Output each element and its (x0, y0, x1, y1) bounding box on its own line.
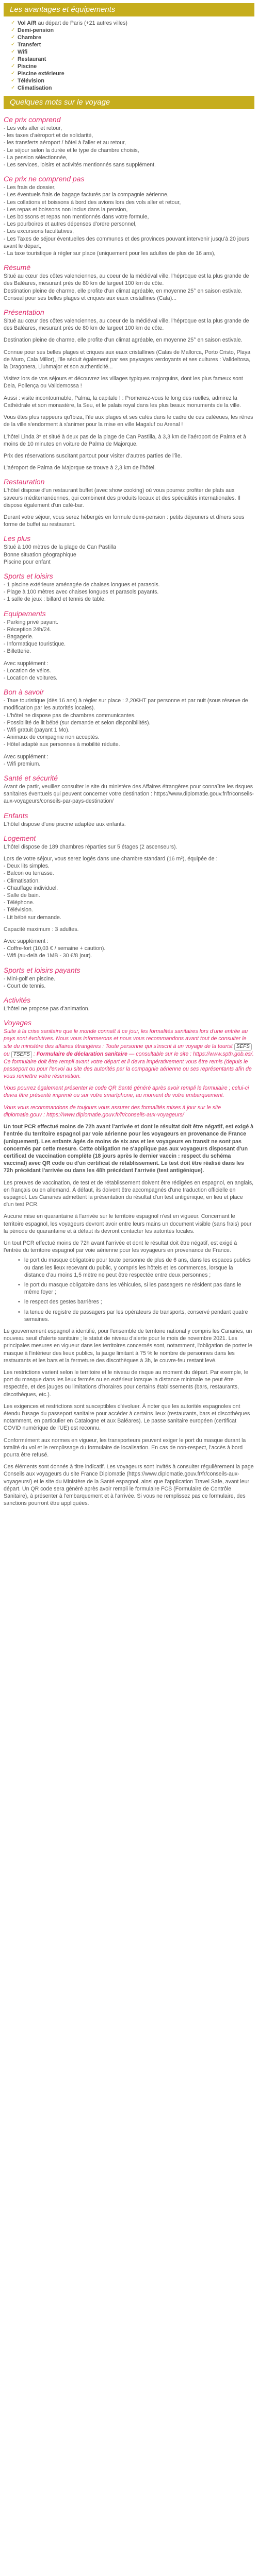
paragraph: Avant de partir, veuillez consulter le site du ministère des Affaires étrangères pour connaître les risques sanitaires éventuels qui peuvent concerner votre destination : https://www.diplomatie.gouv.fr/fr/conseils-aux-voyageurs/conseils-par-pays-destination/ (4, 784, 254, 805)
equipment-list (4, 619, 254, 655)
list-item: - Les pourboires et autres dépenses d'ordre personnel, (4, 221, 137, 228)
paragraph: Visitez lors de vos séjours et découvrez les villages typiques majorquins, dont les plus fameux sont Deia, Pollença ou Valldemossa ! (4, 376, 243, 389)
list-item: - les taxes d'aéroport et de solidarité, (4, 132, 93, 139)
price-includes-list (4, 125, 254, 168)
section-good-to-know (4, 687, 254, 768)
travel-notice-diplomatie: Vous vous recommandons de toujours vous assurer des formalités mises à jour sur le site diplomatie.gouv : https://www.diplomatie.gouv.fr/fr/conseils-aux-voyageurs/ (4, 1104, 221, 1118)
section-travel (4, 1018, 254, 1507)
advantage-item: ✓ Piscine (11, 63, 37, 70)
advantage-item: ✓ Wifi (11, 49, 28, 55)
paragraph: Prix des réservations suscitant partout pour visiter d'autres parties de l'île. (4, 452, 182, 459)
check-icon: ✓ (11, 35, 15, 40)
check-icon: ✓ (11, 85, 15, 91)
room-equipment-list (4, 862, 254, 921)
check-icon: ✓ (11, 49, 15, 55)
paragraph: L'hôtel ne propose pas d'animation. (4, 1006, 90, 1012)
section-children (4, 811, 254, 828)
list-item: - Mini-golf en piscine. (4, 975, 56, 982)
section-banner-advantages: Les avantages et équipements (4, 3, 254, 16)
list-item: • le port du masque obligatoire dans les véhicules, si les passagers ne résident pas dans le même foyer ; (4, 1281, 254, 1296)
list-item: - Billetterie. (4, 648, 31, 655)
section-sports-paid (4, 965, 254, 990)
accommodation-text (4, 843, 254, 862)
check-icon: ✓ (11, 71, 15, 76)
health-text (4, 783, 254, 805)
list-item: - Les boissons et repas non mentionnés dans votre formule, (4, 214, 149, 221)
list-item: - Hôtel adapté aux personnes à mobilité réduite. (4, 741, 120, 748)
section-title: Les plus (4, 534, 31, 543)
section-title: Bon à savoir (4, 688, 44, 697)
list-item: - 1 salle de jeux : billard et tennis de table. (4, 596, 106, 603)
paragraph: Situé au cœur des côtes valenciennes, au coeur de la médiéval ville, l'héproque est la plus grande de des Baléares, mesurant près de 80 km de largeet 100 km de côte. (4, 318, 249, 332)
list-item: - La pension sélectionnée, (4, 154, 68, 161)
travel-rules-list (4, 1257, 254, 1323)
list-item: - Téléphone. (4, 900, 35, 906)
advantage-item: ✓ Vol A/R au départ de Paris (+21 autres villes) (11, 20, 127, 26)
section-title: Sports et loisirs (4, 571, 53, 580)
advantage-item: ✓ Demi-pension (11, 27, 54, 33)
check-icon: ✓ (11, 27, 15, 33)
section-title: Résumé (4, 263, 31, 272)
list-item: - Court de tennis. (4, 982, 46, 989)
room-capacity: Capacité maximum : 3 adultes. (4, 926, 79, 933)
travel-last-text: Ces éléments sont donnés à titre indicatif. Les voyageurs sont invités à consulter régulièrement la page Conseils aux voyageurs du site France Diplomatie (https://www.diplomatie.gouv.fr/fr/conseils-aux-voyageurs/) et le site du Ministère de la Santé espagnol, ainsi que l'application Travel Safe, avant leur départ. Un QR code sera généré après avoir rempli le formulaire FCS (Formulaire de Contrôle Sanitaire), à présenter à l'embarquement et à l'arrivée. Si vous ne remplissez pas ce formulaire, des sanctions pourront être appliquées. (4, 1464, 254, 1507)
section-highlights (4, 534, 254, 566)
list-item: - Balcon ou terrasse. (4, 870, 54, 877)
section-summary (4, 263, 254, 302)
section-price-includes (4, 115, 254, 168)
list-item: Situé au cœur des côtes valenciennes, au coeur de la médiéval ville, l'héproque est la plus grande de des Baléares, mesurant près de 80 km de largeet 100 km de côte. (4, 273, 249, 287)
list-item: - les transferts aéroport / hôtel à l'aller et au retour, (4, 140, 126, 146)
section-health (4, 773, 254, 805)
list-item: Situé à 100 mètres de la plage de Can Pastilla (4, 544, 116, 551)
list-item: - Location de voitures. (4, 674, 58, 681)
section-title: Voyages (4, 1019, 31, 1027)
section-title: Ce prix comprend (4, 115, 61, 124)
list-item: • le respect des gestes barrières ; (4, 1298, 254, 1306)
travel-notice: Suite à la crise sanitaire que le monde connaît à ce jour, les formalités sanitaires lors d'une entrée au pays sont évolutives. Nous vous informerons et nous vous recommandons avant tout de consulter le site du ministère des affaires étrangères : Toute personne qui s'inscrit à un voyage de la tourist SEFS ou TSEFS : Formulaire de déclaration sanitaire — consultable sur le site : https://www.spth.gob.es/. Ce formulaire doit être rempli avant votre départ et il devra impérativement vous être remis (depuis le passeport ou pour l'envoi au site des autorités par la compagnie aérienne ou ses représentants afin de vous remettre votre réservation. (4, 1028, 254, 1080)
list-item: - Salle de bain. (4, 892, 40, 899)
children-text (4, 821, 254, 828)
paragraph: Durant votre séjour, vous serez hébergés en formule demi-pension : petits déjeuners et dîners sous forme de buffet au restaurant. (4, 514, 245, 528)
section-price-excludes (4, 174, 254, 257)
travel-conditions-3: Aucune mise en quarantaine à l'arrivée sur le territoire espagnol n'est en vigueur. Concernant le territoire espagnol, les voyageurs devront avoir entre leurs mains un document visible (sans frais) pour la période de quarantaine et à défaut ils devront contacter les autorités locales. (4, 1213, 252, 1234)
paragraph: Lors de votre séjour, vous serez logés dans une chambre standard (16 m²), équipée de : (4, 856, 218, 862)
list-item: Bonne situation géographique (4, 551, 76, 558)
paragraph: Destination pleine de charme, elle profite d'un climat agréable, en moyenne 25° en saison estivale. (4, 337, 243, 344)
list-item: Conseal pour ses belles plages et criques aux eaux cristallines (Cala)... (4, 295, 177, 301)
check-icon: ✓ (11, 56, 15, 62)
good-to-know-supplement-list (4, 760, 254, 768)
list-item: - Coffre-fort (10,03 € / semaine + caution). (4, 945, 106, 952)
list-item: - Les vols aller et retour, (4, 125, 62, 131)
advantage-item: ✓ Piscine extérieure (11, 71, 64, 77)
check-icon: ✓ (11, 20, 15, 26)
travel-leisure-text: Les exigences et restrictions sont susceptibles d'évoluer. À noter que les autorités espagnoles ont étendu l'usage du passeport sanitaire pour accéder à certains lieux (restaurants, bars et discothèques notamment, en particulier en Catalogne et aux Baléares). Le passe sanitaire européen (certificat COVID numérique de l'UE) est reconnu. (4, 1403, 250, 1432)
travel-conditions-2: Les preuves de vaccination, de test et de rétablissement doivent être rédigées en espagnol, en anglais, en français ou en allemand. À défaut, ils doivent être accompagnés d'une traduction officielle en espagnol. Les Canaries admettent la présentation du résultat d'un test antigénique, en lieu et place d'un test PCR. (4, 1179, 254, 1208)
check-icon: ✓ (11, 78, 15, 83)
list-item: - Location de vélos. (4, 667, 51, 674)
paragraph: L'hôtel Linda 3* et situé à deux pas de la plage de Can Pastilla, à 3,3 km de l'aéroport de Palma et à moins de 10 minutes en voiture de Palma de Majorque. (4, 433, 246, 447)
sports-paid-list (4, 975, 254, 990)
list-item: - Deux lits simples. (4, 863, 50, 870)
highlights-list (4, 544, 254, 566)
list-item: - Lit bébé sur demande. (4, 914, 61, 921)
section-accommodation (4, 834, 254, 960)
label-badge-sefs: SEFS (234, 1043, 252, 1050)
list-item: • le port du masque obligatoire pour toute personne de plus de 6 ans, dans les espaces publics ou dans les lieux recevant du public, y compris les hôtels et les commerces, lorsque la distance d'au moins 1,5 mètre ne peut être respectée entre deux personnes ; (4, 1257, 254, 1279)
section-title: Equipements (4, 609, 46, 618)
list-item: - Les Taxes de séjour éventuelles des communes et des provinces pouvant intervenir jusqu'à 20 jours avant le départ, (4, 235, 249, 249)
presentation-text (4, 317, 254, 471)
section-title: Sports et loisirs payants (4, 965, 80, 974)
travel-canaries-text: Les restrictions varient selon le territoire et le niveau de risque au moment du départ. Par exemple, le port du masque dans les lieux fermés ou en extérieur lorsque la distance minimale ne peut être respectée, et des jauges ou limitations d'horaires pour certains établissements (bars, restaurants, discothèques, etc.). (4, 1369, 249, 1398)
list-item: • la tenue de registre de passagers par les opérateurs de transports, conservé pendant quatre semaines. (4, 1309, 254, 1323)
travel-gov-text: Le gouvernement espagnol a identifié, pour l'ensemble de territoire national y compris les Canaries, un nouveau seuil d'alerte sanitaire ; le statut de niveau d'alerte pour le mois de novembre 2021. Les principales mesures en vigueur dans les territoires concernés sont, notamment, l'obligation de porter le masque à l'intérieur des lieux publics, la jauge limitant à 75 % le nombre de personnes dans les restaurants et les bars et la fermeture des discothèques à 3h, le couvre-feu restant levé. (4, 1328, 252, 1364)
paragraph: L'hôtel dispose d'une piscine adaptée aux enfants. (4, 821, 126, 827)
list-item: - Télévision. (4, 907, 33, 913)
section-title: Activités (4, 996, 31, 1005)
room-supplement-list (4, 945, 254, 959)
paragraph: L'hôtel dispose de 189 chambres réparties sur 5 étages (2 ascenseurs). (4, 843, 178, 850)
paragraph: Aussi : visite incontournable, Palma, la capitale ! : Promenez-vous le long des ruelles, admirez la Cathédrale et son monastère, la Seu, et le palais royal dans les plus beaux monuments de la ville. (4, 395, 241, 409)
supplement-label: Avec supplément : (4, 938, 49, 945)
list-item: - Wifi gratuit (payant 1 Mo). (4, 726, 70, 733)
list-item: - Les collations et boissons à bord des avions lors des vols aller et retour, (4, 199, 181, 206)
list-item: - Les éventuels frais de bagage facturés par la compagnie aérienne, (4, 192, 169, 198)
advantage-item: ✓ Restaurant (11, 56, 46, 62)
check-icon: ✓ (11, 42, 15, 47)
list-item: - Wifi (au-delà de 1MB - 30 €/8 jour). (4, 953, 92, 959)
list-item: - Plage à 100 mètres avec chaises longues et parasols payants. (4, 589, 159, 596)
section-banner-trip: Quelques mots sur le voyage (4, 96, 254, 109)
advantage-item: ✓ Télévision (11, 78, 44, 84)
list-item: - 1 piscine extérieure aménagée de chaises longues et parasols. (4, 581, 160, 588)
list-item: - Les excursions facultatives, (4, 228, 74, 235)
list-item: - Animaux de compagnie non acceptés. (4, 734, 100, 741)
section-presentation (4, 308, 254, 471)
travel-carrier-text: Conformément aux normes en vigueur, les transporteurs peuvent exiger le port du masque durant la totalité du vol et le remplissage du formulaire de localisation. En cas de non-respect, l'accès à bord pourra être refusé. (4, 1437, 246, 1459)
supplement-label: Avec supplément : (4, 753, 49, 760)
list-item: - Les frais de dossier, (4, 184, 56, 191)
list-item: - Chauffage individuel. (4, 885, 58, 891)
list-item: - La taxe touristique à régler sur place (uniquement pour les adultes de plus de 16 ans), (4, 250, 216, 257)
section-title: Restauration (4, 478, 45, 486)
section-restauration (4, 477, 254, 528)
advantage-item: ✓ Transfert (11, 42, 41, 48)
advantages-list (4, 20, 254, 92)
section-title: Présentation (4, 308, 44, 317)
list-item: - Possibilité de lit bébé (sur demande et selon disponibilités). (4, 719, 151, 726)
sports-included-list (4, 581, 254, 603)
list-item: Piscine pour enfant (4, 558, 51, 565)
paragraph: L'aéroport de Palma de Majorque se trouve à 2,3 km de l'hôtel. (4, 465, 156, 471)
list-item: - Informatique touristique. (4, 641, 66, 648)
travel-notice-qr: Vous pourrez également présenter le code QR Santé généré après avoir rempli le formulaire ; celui-ci devra être présenté imprimé ou sur votre smartphone, au moment de votre embarquement. (4, 1085, 249, 1099)
list-item: - Les repas et boissons non inclus dans la pension, (4, 206, 128, 213)
equipment-supplement-list (4, 667, 254, 682)
list-item: - Climatisation. (4, 877, 40, 884)
section-title: Enfants (4, 811, 28, 820)
good-to-know-list (4, 697, 254, 748)
summary-text (4, 273, 254, 302)
section-title: Ce prix ne comprend pas (4, 175, 85, 183)
price-excludes-list (4, 184, 254, 257)
section-sports-included (4, 571, 254, 603)
section-equipment (4, 609, 254, 682)
list-item: - L'hôtel ne dispose pas de chambres communicantes. (4, 712, 136, 719)
list-item: - Les services, loisirs et activités mentionnés sans supplément. (4, 162, 156, 168)
check-icon: ✓ (11, 63, 15, 69)
restauration-text (4, 487, 254, 528)
travel-conditions-intro: Un tout PCR effectué moins de 72h avant l'arrivée et dont le résultat doit être négatif, est exigé à l'entrée du territoire espagnol par voie aérienne pour les voyageurs en provenance de France (uniquement). Les enfants âgés de moins de six ans et les voyageurs en transit ne sont pas concernés par cette mesure. Cette obligation ne s'applique pas aux voyageurs disposant d'un certificat de vaccination complète (18 jours après le dernier vaccin : respect du schéma vaccinal) avec QR code ou d'un certificat de rétablissement. Le test doit être réalisé dans les 72h précédant l'arrivée ou dans les 48h précédant l'arrivée (test antigénique). (4, 1124, 254, 1174)
list-item: - Parking privé payant. (4, 619, 58, 625)
label-badge-tsefs: TSEFS (11, 1051, 32, 1058)
section-title: Logement (4, 834, 36, 842)
paragraph: L'hôtel dispose d'un restaurant buffet (avec show cooking) où vous pourrez profiter de plats aux saveurs méditerranéennes, qui combinent des produits locaux et des spécialités internationales. Il dispose également d'un café-bar. (4, 487, 240, 509)
list-item: - Bagagerie. (4, 633, 34, 640)
activities-text (4, 1005, 254, 1012)
list-item: - Le séjour selon la durée et le type de chambre choisis, (4, 147, 139, 154)
advantage-item: ✓ Climatisation (11, 85, 52, 91)
section-title: Santé et sécurité (4, 774, 58, 782)
travel-rules-title: Un tout PCR effectué moins de 72h avant l'arrivée et dont le résultat doit être négatif, est exigé à l'entrée du territoire espagnol par voie aérienne pour les voyageurs en provenance de France. (4, 1240, 237, 1254)
list-item: Destination pleine de charme, elle profite d'un climat agréable, en moyenne 25° en saison estivale. (4, 287, 243, 294)
section-activities (4, 995, 254, 1012)
health-form-link[interactable]: https://www.spth.gob.es/ (193, 1050, 252, 1057)
list-item: - Wifi premium. (4, 760, 41, 767)
paragraph: Connue pour ses belles plages et criques aux eaux cristallines (Calas de Mallorca, Porto Cristo, Playa de Muro, Cala Millor), l'île séduit également par ses paysages verdoyants et ses cultures : Valldeltosa, la Dragonera, Lluhmajor et son authenticité... (4, 349, 251, 370)
paragraph: Vous êtes plus rappeurs qu'Ibiza, l'île aux plages et ses cafés dans le cadre de ces caféeues, les rênes de la ville s'endorment à s'animer pour la mise en ville Magaluf ou Arenal ! (4, 414, 253, 428)
list-item: - Taxe touristique (dès 16 ans) à régler sur place : 2,20€HT par personne et par nuit (sous réserve de modification par les autorités locales). (4, 698, 248, 711)
list-item: - Réception 24h/24. (4, 626, 52, 633)
advantage-item: ✓ Chambre (11, 35, 41, 41)
supplement-label: Avec supplément : (4, 660, 49, 667)
